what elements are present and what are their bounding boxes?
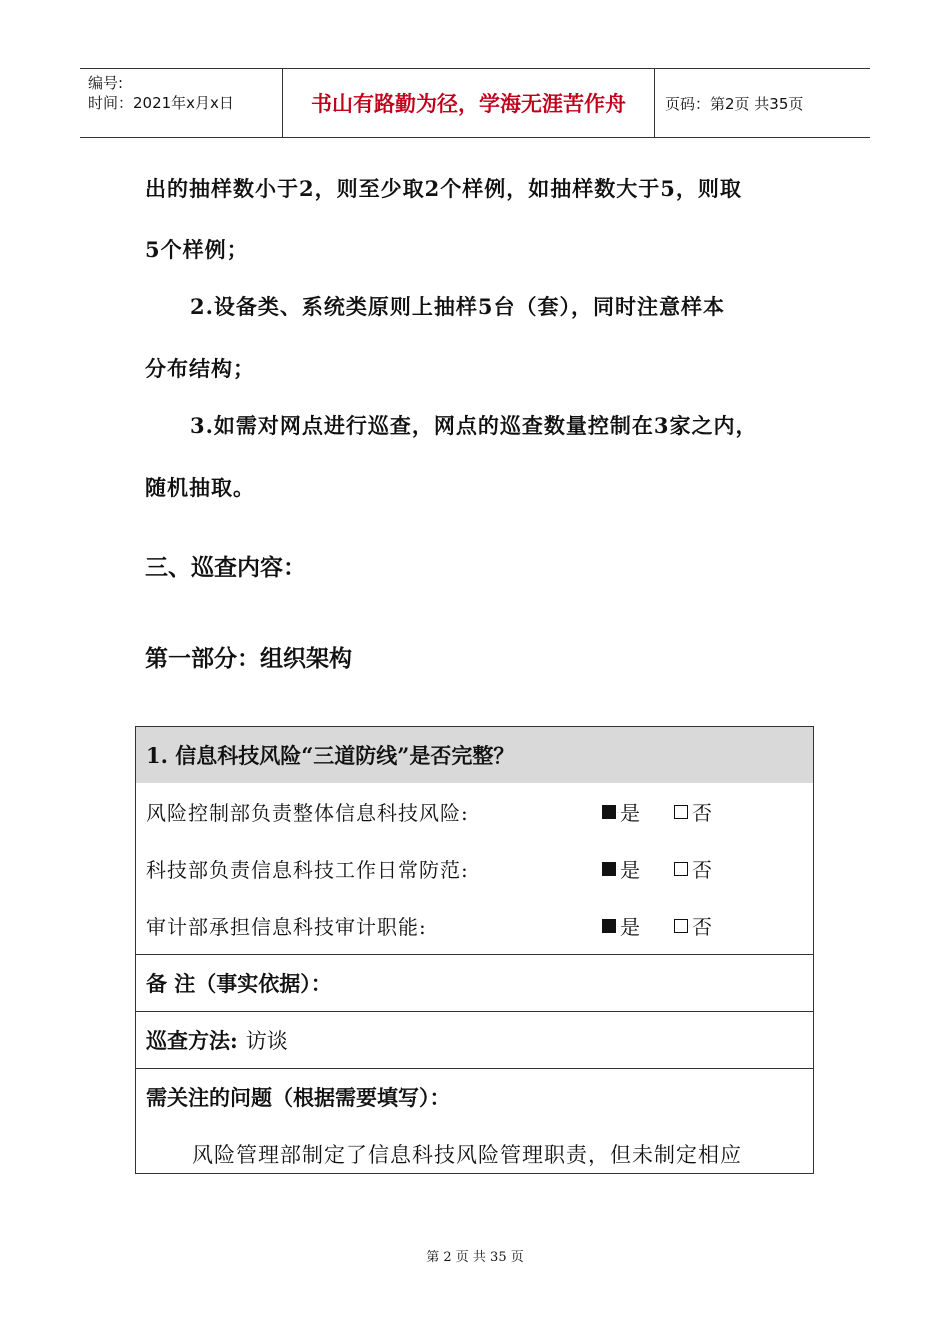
unchecked-box-icon[interactable] (674, 919, 688, 933)
concern-text: 风险管理部制定了信息科技风险管理职责，但未制定相应 (192, 1143, 742, 1167)
section-title: 三、巡查内容： (145, 555, 306, 581)
yes-option[interactable] (602, 911, 641, 940)
header-divider (654, 69, 655, 137)
page-footer: 第 2 页 共 35 页 (426, 1250, 524, 1265)
doc-id-label: 编号: (88, 74, 124, 92)
method-row (136, 1012, 813, 1068)
checked-box-icon[interactable] (602, 805, 616, 819)
method-value: 访谈 (245, 1029, 288, 1053)
check-item (136, 897, 813, 954)
check-item-label: 风险控制部负责整体信息科技风险: (146, 801, 469, 825)
header-motto: 书山有路勤为径，学海无涯苦作舟 (311, 91, 626, 116)
check-item (136, 840, 813, 897)
header-meta-left (88, 73, 234, 113)
yes-label: 是 (620, 915, 641, 939)
page-header (80, 68, 870, 138)
unchecked-box-icon[interactable] (674, 805, 688, 819)
checked-box-icon[interactable] (602, 862, 616, 876)
unchecked-box-icon[interactable] (674, 862, 688, 876)
no-option[interactable] (674, 911, 713, 940)
header-page-label: 页码：第2页 共35页 (665, 94, 804, 113)
no-label: 否 (692, 858, 713, 882)
yes-label: 是 (620, 858, 641, 882)
concern-label: 需关注的问题（根据需要填写）： (146, 1085, 451, 1110)
note-row: 备 注（事实依据）： (146, 971, 332, 996)
check-item (136, 783, 813, 840)
body-line: 2.设备类、系统类原则上抽样5台（套），同时注意样本 (190, 294, 726, 319)
body-line: 5个样例； (145, 237, 249, 262)
doc-time-label: 时间：2021年x月x日 (88, 94, 234, 112)
method-label: 巡查方法: (146, 1028, 238, 1053)
checked-box-icon[interactable] (602, 919, 616, 933)
check-item-label: 科技部负责信息科技工作日常防范: (146, 858, 469, 882)
no-option[interactable] (674, 854, 713, 883)
yes-label: 是 (620, 801, 641, 825)
no-label: 否 (692, 915, 713, 939)
check-item-label: 审计部承担信息科技审计职能: (146, 915, 427, 939)
yes-option[interactable] (602, 854, 641, 883)
inspection-table (135, 726, 814, 1174)
body-line: 出的抽样数小于2，则至少取2个样例，如抽样数大于5，则取 (145, 176, 742, 201)
body-line: 分布结构； (145, 356, 255, 381)
part-title: 第一部分：组织架构 (145, 646, 352, 672)
body-line: 3.如需对网点进行巡查，网点的巡查数量控制在3家之内， (190, 413, 758, 438)
no-label: 否 (692, 801, 713, 825)
yes-option[interactable] (602, 797, 641, 826)
body-line: 随机抽取。 (145, 475, 255, 500)
no-option[interactable] (674, 797, 713, 826)
question-header: 1. 信息科技风险“三道防线”是否完整？ (136, 727, 813, 783)
